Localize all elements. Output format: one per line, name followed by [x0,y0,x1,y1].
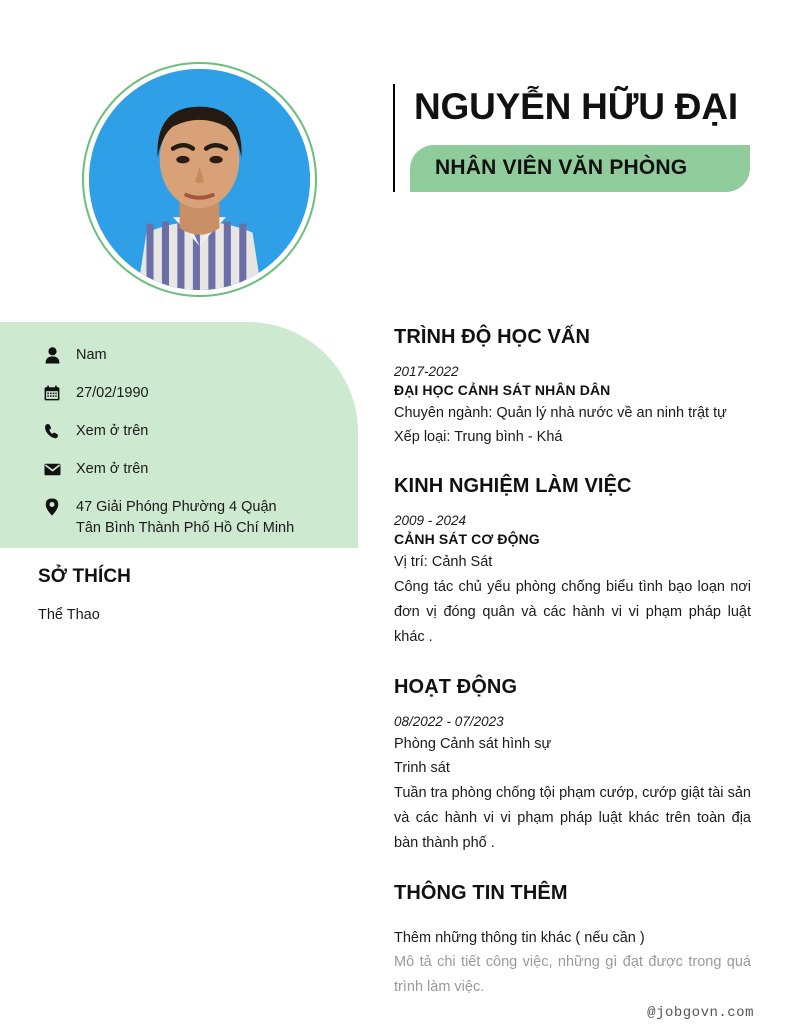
contact-phone-value: Xem ở trên [76,423,149,439]
activities-org: Phòng Cảnh sát hình sự [394,736,552,752]
education-grade: Xếp loại: Trung bình - Khá [394,429,563,445]
contact-item-email [42,459,342,480]
education-heading: TRÌNH ĐỘ HỌC VẤN [394,326,591,348]
contact-item-birthdate [42,383,342,404]
main-content [394,326,751,1000]
envelope-icon [42,459,62,479]
contact-birthdate-value: 27/02/1990 [76,385,149,401]
activities-date: 08/2022 - 07/2023 [394,714,504,729]
experience-date: 2009 - 2024 [394,513,467,528]
header-divider [393,84,395,192]
hobby-heading: SỞ THÍCH [38,566,132,587]
contact-address-line2: Tân Bình Thành Phố Hồ Chí Minh [76,520,295,536]
section-experience [394,475,751,650]
section-additional [394,882,751,1000]
contact-item-phone [42,421,342,442]
activities-position: Trinh sát [394,760,450,776]
job-title-badge [410,145,750,192]
contact-email-value: Xem ở trên [76,461,149,477]
experience-description: Công tác chủ yếu phòng chống biểu tình bạo loạn nơi đơn vị đóng quân và các hành vi vi phạm pháp luật khác . [394,579,751,645]
section-education [394,326,751,449]
page-title: NGUYỄN HỮU ĐẠI [414,86,738,127]
portrait-photo-graphic [89,69,310,290]
experience-position: Vị trí: Cảnh Sát [394,554,493,570]
education-org: ĐẠI HỌC CẢNH SÁT NHÂN DÂN [394,382,611,398]
section-activities [394,676,751,856]
education-major: Chuyên ngành: Quản lý nhà nước về an ninh trật tự [394,405,727,421]
education-date: 2017-2022 [394,364,459,379]
hobby-value: Thể Thao [38,607,100,623]
portrait-photo [89,69,310,290]
additional-line: Thêm những thông tin khác ( nếu cần ) [394,930,645,946]
contact-address-line1: 47 Giải Phóng Phường 4 Quận [76,499,277,515]
contact-address-value [76,497,294,539]
contact-item-gender [42,345,342,366]
activities-heading: HOẠT ĐỘNG [394,676,518,698]
location-pin-icon [42,497,62,517]
job-title-label: NHÂN VIÊN VĂN PHÒNG [435,156,688,179]
experience-heading: KINH NGHIỆM LÀM VIỆC [394,475,632,497]
additional-placeholder: Mô tả chi tiết công việc, những gì đạt được trong quá trình làm việc. [394,954,751,995]
activities-description: Tuần tra phòng chống tội phạm cướp, cướp giật tài sản và các hành vi vi phạm pháp luật khác trên toàn địa bàn thành phố . [394,785,751,851]
contact-gender-value: Nam [76,347,107,363]
contact-item-address [42,497,342,539]
avatar [82,62,317,297]
experience-org: CẢNH SÁT CƠ ĐỘNG [394,531,540,547]
additional-heading: THÔNG TIN THÊM [394,882,568,904]
calendar-icon [42,383,62,403]
person-icon [42,345,62,365]
contact-list [42,345,342,539]
phone-icon [42,421,62,441]
site-watermark: @jobgovn.com [647,1005,754,1021]
